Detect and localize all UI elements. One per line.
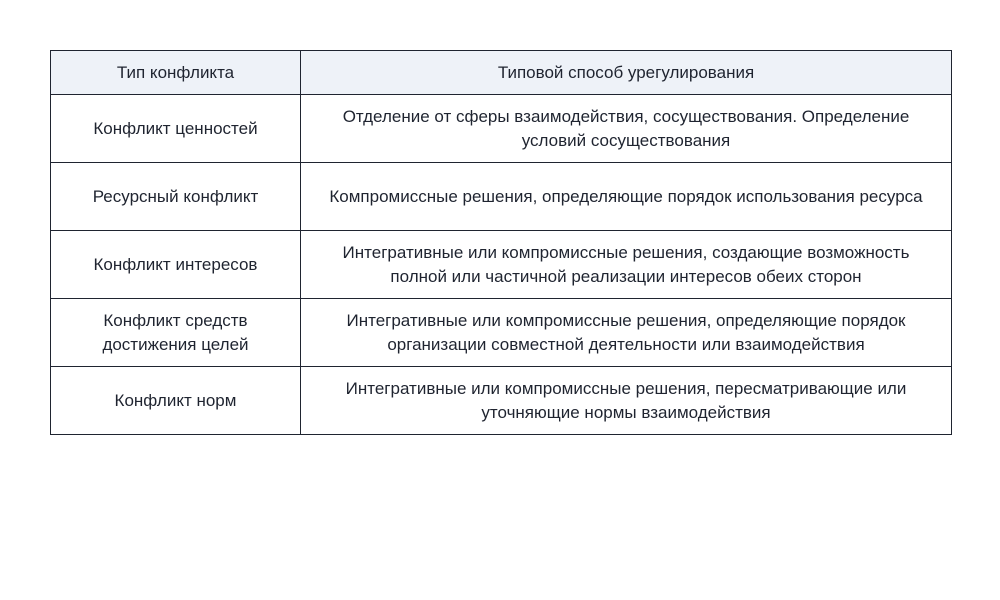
conflict-type-cell: Конфликт норм <box>51 367 301 435</box>
resolution-method-cell: Компромиссные решения, определяющие порядок использования ресурса <box>301 163 952 231</box>
resolution-method-cell: Интегративные или компромиссные решения, создающие возможность полной или частичной реализации интересов обеих сторон <box>301 231 952 299</box>
header-row <box>51 51 952 95</box>
table-body <box>51 95 952 435</box>
table-row <box>51 95 952 163</box>
conflict-type-cell: Конфликт средств достижения целей <box>51 299 301 367</box>
table-row <box>51 367 952 435</box>
conflict-type-cell: Конфликт интересов <box>51 231 301 299</box>
conflict-type-cell: Ресурсный конфликт <box>51 163 301 231</box>
resolution-method-cell: Интегративные или компромиссные решения, пересматривающие или уточняющие нормы взаимодействия <box>301 367 952 435</box>
table-row <box>51 299 952 367</box>
header-conflict-type: Тип конфликта <box>51 51 301 95</box>
table-row <box>51 231 952 299</box>
header-resolution-method: Типовой способ урегулирования <box>301 51 952 95</box>
resolution-method-cell: Интегративные или компромиссные решения, определяющие порядок организации совместной деятельности или взаимодействия <box>301 299 952 367</box>
resolution-method-cell: Отделение от сферы взаимодействия, сосуществования. Определение условий сосуществования <box>301 95 952 163</box>
table-row <box>51 163 952 231</box>
conflict-table-container <box>50 50 951 435</box>
conflict-resolution-table <box>50 50 952 435</box>
table-header <box>51 51 952 95</box>
conflict-type-cell: Конфликт ценностей <box>51 95 301 163</box>
